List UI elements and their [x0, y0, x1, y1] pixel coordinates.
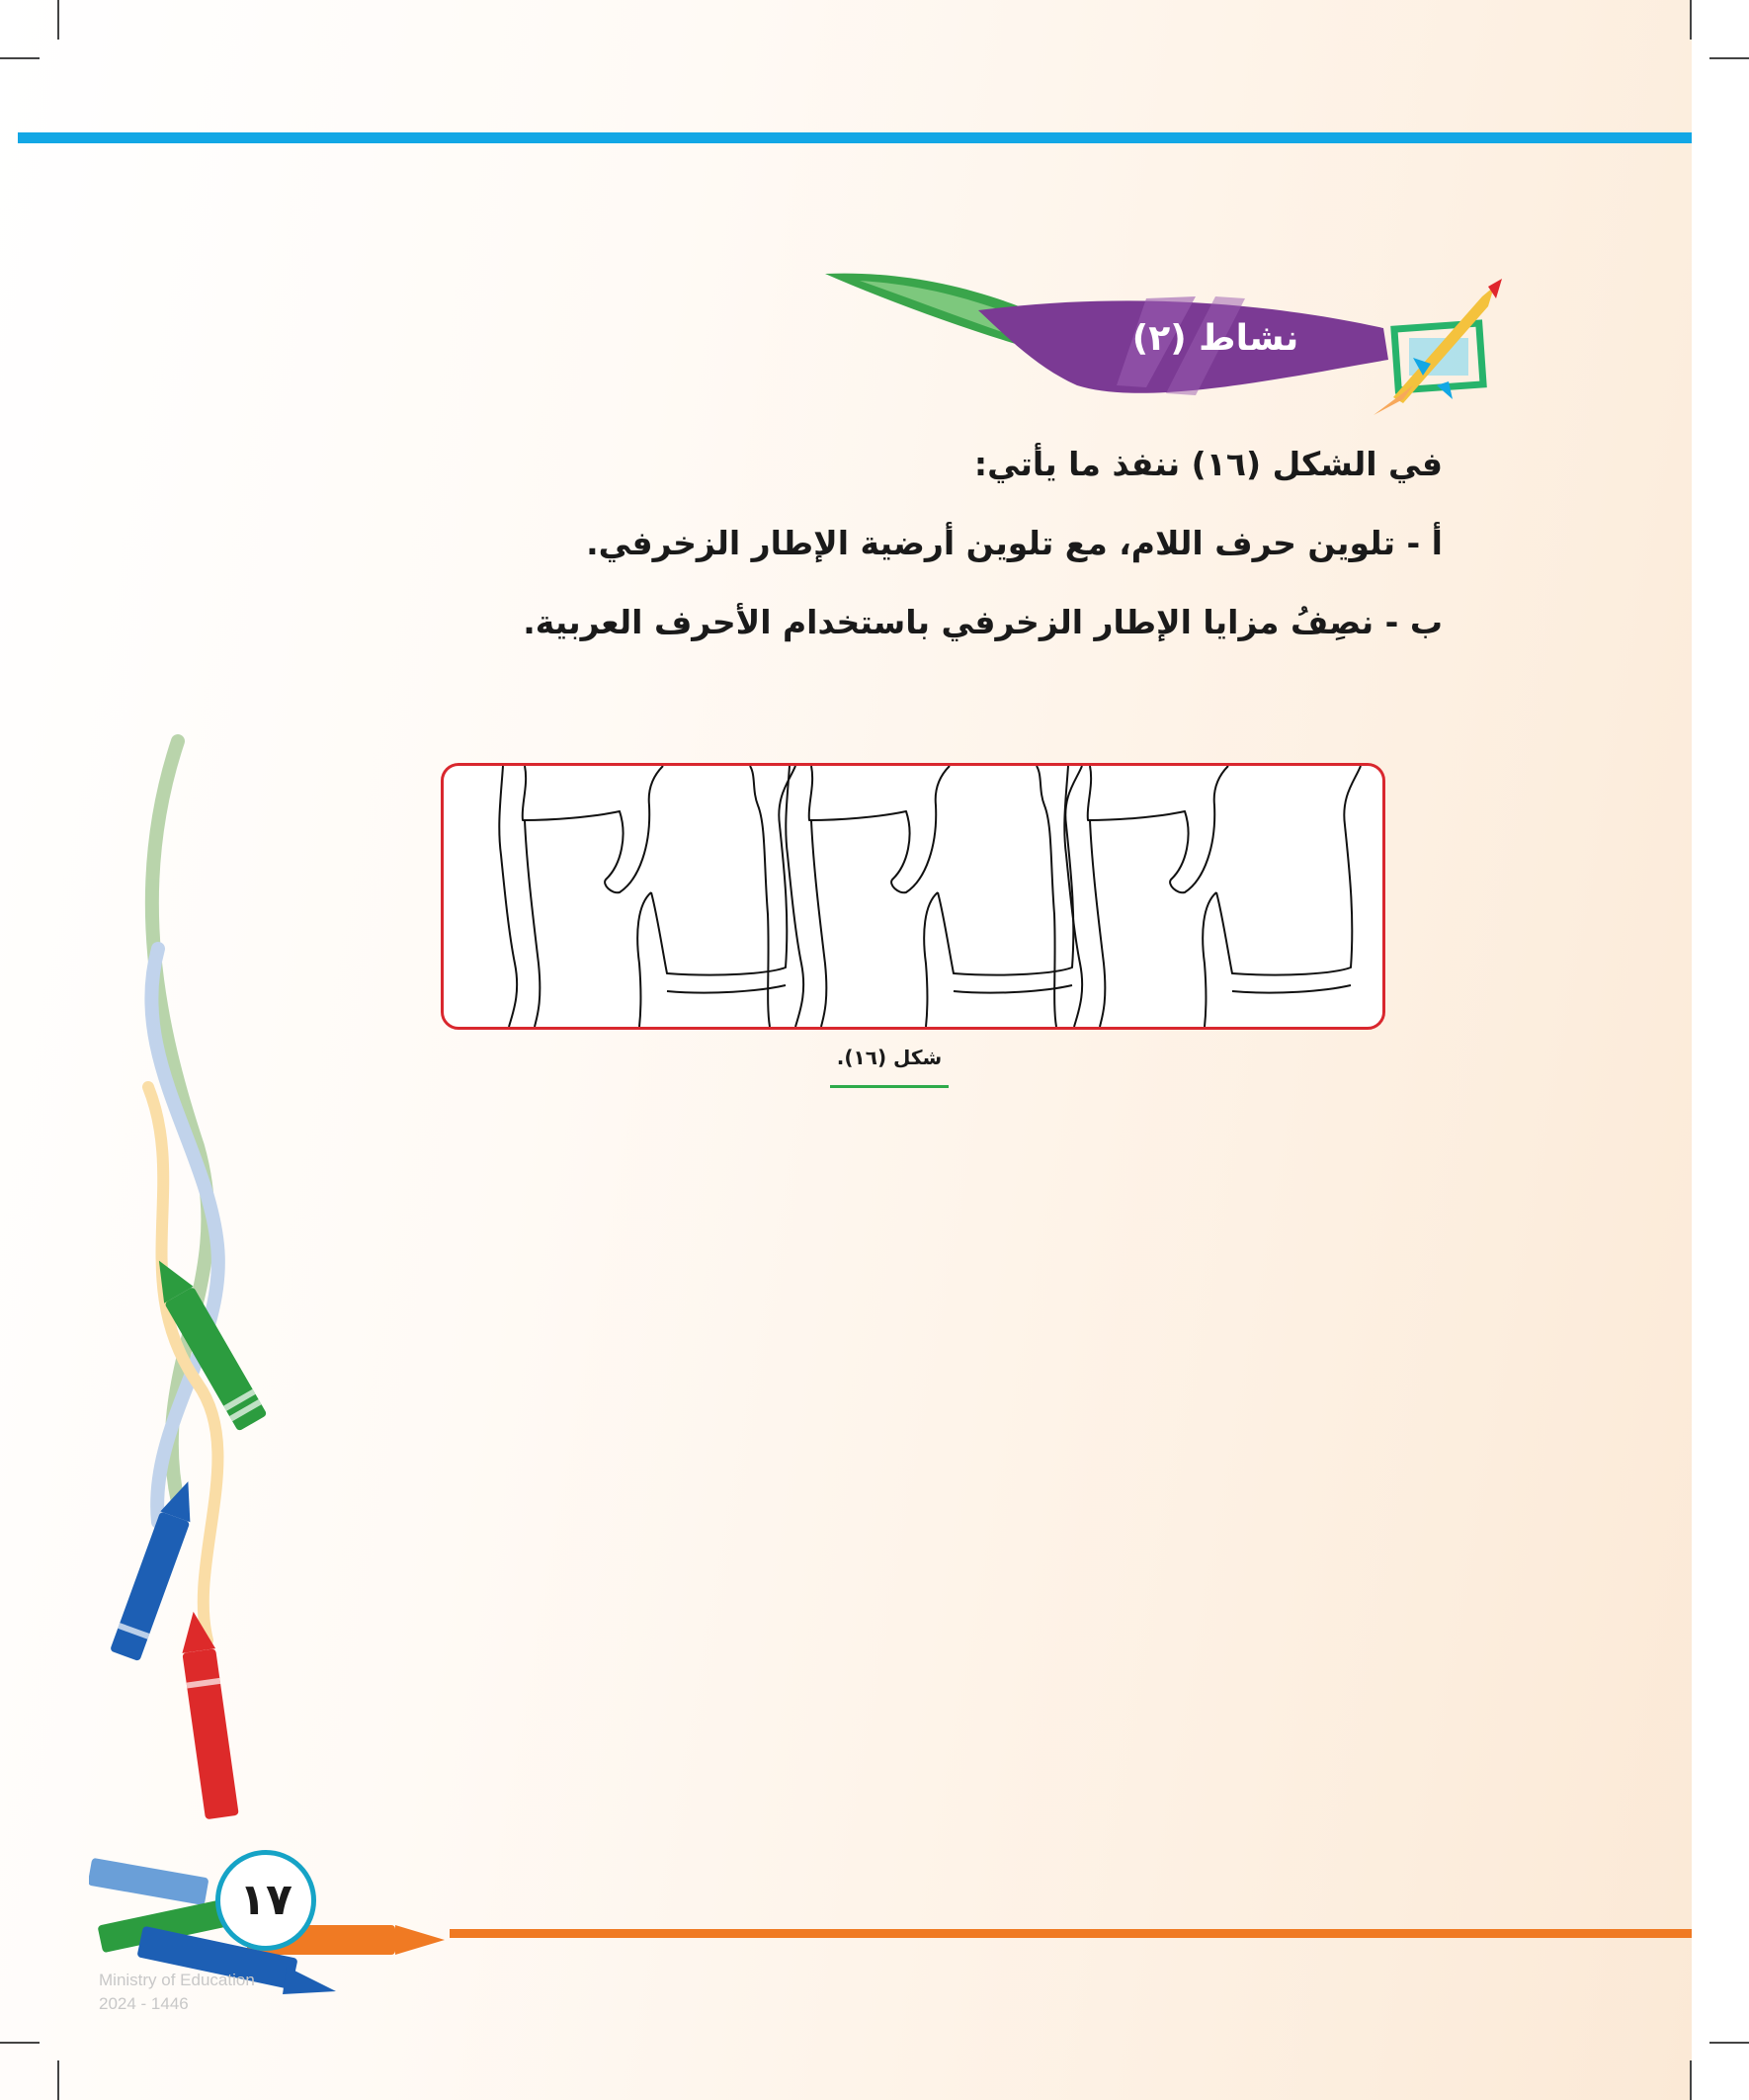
crop-mark: [1690, 0, 1692, 40]
page-number: ١٧: [215, 1850, 316, 1951]
crop-mark: [0, 2042, 40, 2044]
crop-mark: [57, 0, 59, 40]
crop-mark: [1690, 2060, 1692, 2100]
figure-caption: شكل (١٦).: [836, 1046, 943, 1069]
lam-letter: [499, 766, 795, 1027]
year-line: 2024 - 1446: [99, 1994, 189, 2013]
caption-underline: [830, 1085, 949, 1088]
crop-mark: [1709, 2042, 1749, 2044]
crayons-decoration: [89, 731, 464, 2016]
activity-item-b: ب - نصِفُ مزايا الإطار الزخرفي باستخدام الأحرف العربية.: [523, 603, 1443, 641]
activity-title: نشاط (٢): [1131, 318, 1299, 359]
crop-mark: [57, 2060, 59, 2100]
lam-pattern: [444, 766, 1382, 1027]
red-crayon-icon: [177, 1610, 239, 1820]
top-rule: [18, 132, 1692, 143]
ministry-line: Ministry of Education: [99, 1971, 255, 1989]
activity-item-a: أ - تلوين حرف اللام، مع تلوين أرضية الإطار الزخرفي.: [586, 524, 1443, 562]
bottom-rule: [450, 1929, 1692, 1938]
crop-mark: [1709, 57, 1749, 59]
ministry-watermark: [99, 1969, 255, 2016]
activity-instructions: [455, 435, 1443, 672]
activity-intro: في الشكل (١٦) ننفذ ما يأتي:: [973, 445, 1443, 483]
crop-mark: [0, 57, 40, 59]
decorative-frame-figure: [441, 763, 1385, 1030]
